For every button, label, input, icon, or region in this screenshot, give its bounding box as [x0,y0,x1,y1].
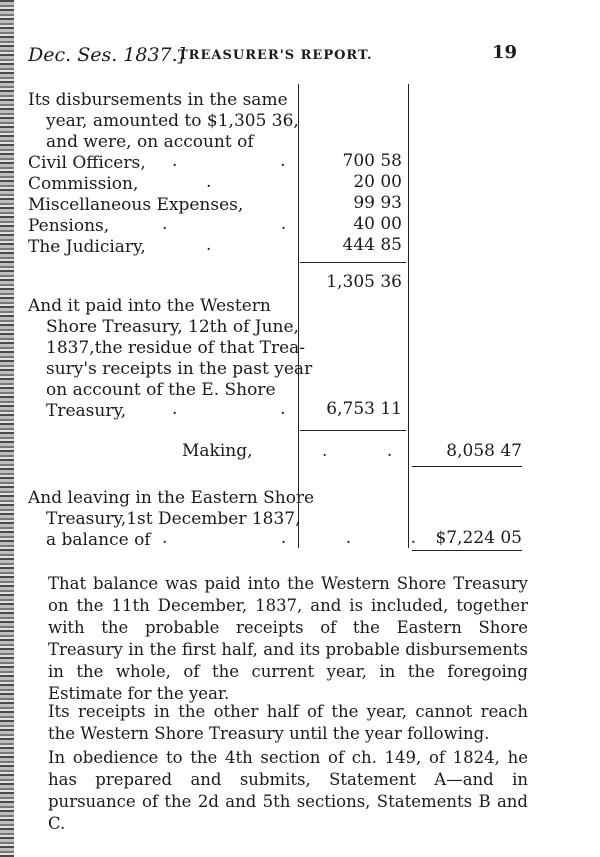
making-rule [412,466,522,467]
leader-dots: . [206,172,212,192]
payment-line: sury's receipts in the past year [46,359,313,379]
item-amount: 40 00 [353,214,402,234]
body-paragraph [28,573,528,705]
making-label: Making, [182,441,253,461]
paragraph-text: That balance was paid into the Western Shore Treasury on the 11th December, 1837, and is included, together with the probable receipts of the Eastern Shore Treasury in the first half, and its probable disbursements in the whole, of the current year, in the foregoing Estimate for the year. [48,574,528,703]
balance-line: And leaving in the Eastern Shore [28,488,315,508]
leader-dots: . . . . . [162,528,454,548]
page-number: 19 [492,42,518,63]
balance-line: a balance of [46,530,151,550]
payment-rule [300,430,406,431]
payment-amount: 6,753 11 [326,399,402,419]
balance-amount: $7,224 05 [435,528,522,548]
payment-line: 1837,the residue of that Trea- [46,338,306,358]
paragraph-text: Its receipts in the other half of the year, cannot reach the Western Shore Treasury until the year following. [48,702,528,743]
payment-line: And it paid into the Western [28,296,271,316]
item-label: The Judiciary, [28,237,146,257]
item-label: Pensions, [28,216,110,236]
disbursement-intro-line: and were, on account of [46,132,254,152]
column-rule-middle [408,84,409,548]
leader-dots: . . [172,151,286,171]
item-amount: 20 00 [353,172,402,192]
making-amount: 8,058 47 [446,441,522,461]
leader-dots: . . [162,214,287,234]
leader-dots: . [206,235,212,255]
page-title: TREASURER'S REPORT. [178,48,373,63]
leader-dots: . . [322,441,393,461]
column-rule-left [298,84,299,548]
leader-dots: . . [172,399,286,419]
subtotal-amount: 1,305 36 [326,272,402,292]
body-paragraph [28,701,528,745]
paragraph-text: In obedience to the 4th section of ch. 149, of 1824, he has prepared and submits, Statement A—and in pursuance of the 2d and 5th sections, Statements B and C. [48,748,528,833]
session-label: Dec. Ses. 1837.] [28,44,186,66]
item-amount: 700 58 [342,151,402,171]
item-amount: 99 93 [353,193,402,213]
disbursement-intro-line: Its disbursements in the same [28,90,288,110]
body-paragraph [28,747,528,835]
item-amount: 444 85 [342,235,402,255]
payment-line: Treasury, [46,401,127,421]
balance-rule [412,550,522,551]
disbursement-intro-line: year, amounted to $1,305 36, [46,111,299,131]
payment-line: on account of the E. Shore [46,380,276,400]
item-label: Miscellaneous Expenses, [28,195,244,215]
subtotal-rule [300,262,406,263]
item-label: Commission, [28,174,139,194]
payment-line: Shore Treasury, 12th of June, [46,317,299,337]
book-spine-edge [0,0,14,857]
balance-line: Treasury,1st December 1837, [46,509,301,529]
item-label: Civil Officers, [28,153,146,173]
